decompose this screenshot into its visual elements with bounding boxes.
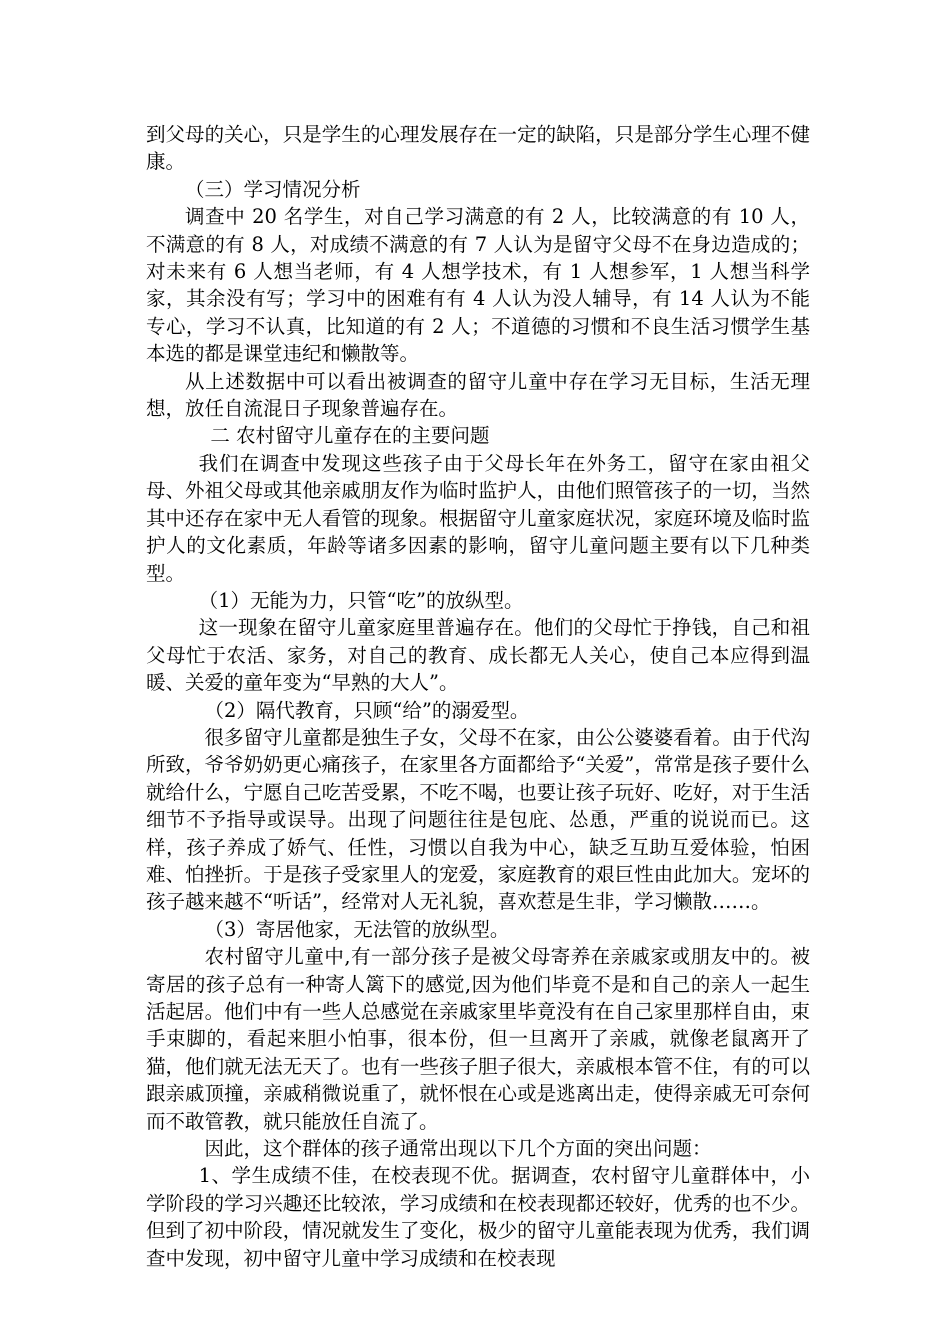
paragraph-survey-data: 调查中 20 名学生，对自己学习满意的有 2 人，比较满意的有 10 人，不满意的有 8 人，对成绩不满意的有 7 人认为是留守父母不在身边造成的；对未来有 6 人想当老师，有 4 人想学技术，有 1 人想参军，1 人想当科学家，其余没有写；学习中的困难有有 4 人认为没人辅导，有 14 人认为不能专心，学习不认真，比知道的有 2 人；不道德的习惯和不良生活习惯学生基本选的都是课堂违纪和懒散等。: [146, 205, 810, 366]
paragraph-problems-intro: 因此，这个群体的孩子通常出现以下几个方面的突出问题：: [204, 1137, 712, 1161]
paragraph-continuation: 到父母的关心，只是学生的心理发展存在一定的缺陷，只是部分学生心理不健康。: [146, 123, 810, 174]
paragraph-problem-overview: 我们在调查中发现这些孩子由于父母长年在外务工，留守在家由祖父母、外祖父母或其他亲戚朋友作为临时监护人，由他们照管孩子的一切，当然其中还存在家中无人看管的现象。根据留守儿童家庭状况，家庭环境及临时监护人的文化素质，年龄等诸多因素的影响，留守儿童问题主要有以下几种类型。: [146, 451, 810, 585]
paragraph-type-1: 这一现象在留守儿童家庭里普遍存在。他们的父母忙于挣钱，自己和祖父母忙于农活、家务，对自己的教育、成长都无人关心，使自己本应得到温暖、关爱的童年变为“早熟的大人”。: [146, 616, 810, 695]
subheading-study-analysis: （三）学习情况分析: [185, 177, 361, 201]
paragraph-problem-1: 1、学生成绩不佳，在校表现不优。据调查，农村留守儿童群体中，小学阶段的学习兴趣还比较浓，学习成绩和在校表现都还较好，优秀的也不少。但到了初中阶段，情况就发生了变化，极少的留守儿童能表现为优秀，我们调查中发现，初中留守儿童中学习成绩和在校表现: [146, 1164, 810, 1270]
subheading-type-2: （2）隔代教育，只顾“给”的溺爱型。: [204, 698, 530, 722]
paragraph-type-2: 很多留守儿童都是独生子女，父母不在家，由公公婆婆看着。由于代沟所致，爷爷奶奶更心痛孩子，在家里各方面都给予“关爱”，常常是孩子要什么就给什么，宁愿自己吃苦受累，不吃不喝，也要让孩子玩好、吃好，对于生活细节不予指导或误导。出现了问题往往是包庇、怂恿，严重的说说而已。这样，孩子养成了娇气、任性，习惯以自我为中心，缺乏互助互爱体验，怕困难、怕挫折。于是孩子受家里人的宠爱，家庭教育的艰巨性由此加大。宠坏的孩子越来越不“听话”，经常对人无礼貌，喜欢惹是生非，学习懒散……。: [146, 725, 810, 914]
subheading-type-3: （3）寄居他家，无法管的放纵型。: [204, 917, 510, 941]
document-body: [146, 121, 810, 1272]
paragraph-type-3: 农村留守儿童中,有一部分孩子是被父母寄养在亲戚家或朋友中的。被寄居的孩子总有一种寄人篱下的感觉,因为他们毕竟不是和自己的亲人一起生活起居。他们中有一些人总感觉在亲戚家里毕竟没有在自己家里那样自由，束手束脚的，看起来胆小怕事，很本份，但一旦离开了亲戚，就像老鼠离开了猫，他们就无法无天了。也有一些孩子胆子很大，亲戚根本管不住，有的可以跟亲戚顶撞，亲戚稍微说重了，就怀恨在心或是逃离出走，使得亲戚无可奈何而不敢管教，就只能放任自流了。: [146, 945, 810, 1133]
paragraph-survey-conclusion: 从上述数据中可以看出被调查的留守儿童中存在学习无目标，生活无理想，放任自流混日子现象普遍存在。: [146, 369, 810, 421]
section-heading-main-problems: 二 农村留守儿童存在的主要问题: [210, 424, 490, 448]
subheading-type-1: （1）无能为力，只管“吃”的放纵型。: [198, 588, 524, 612]
